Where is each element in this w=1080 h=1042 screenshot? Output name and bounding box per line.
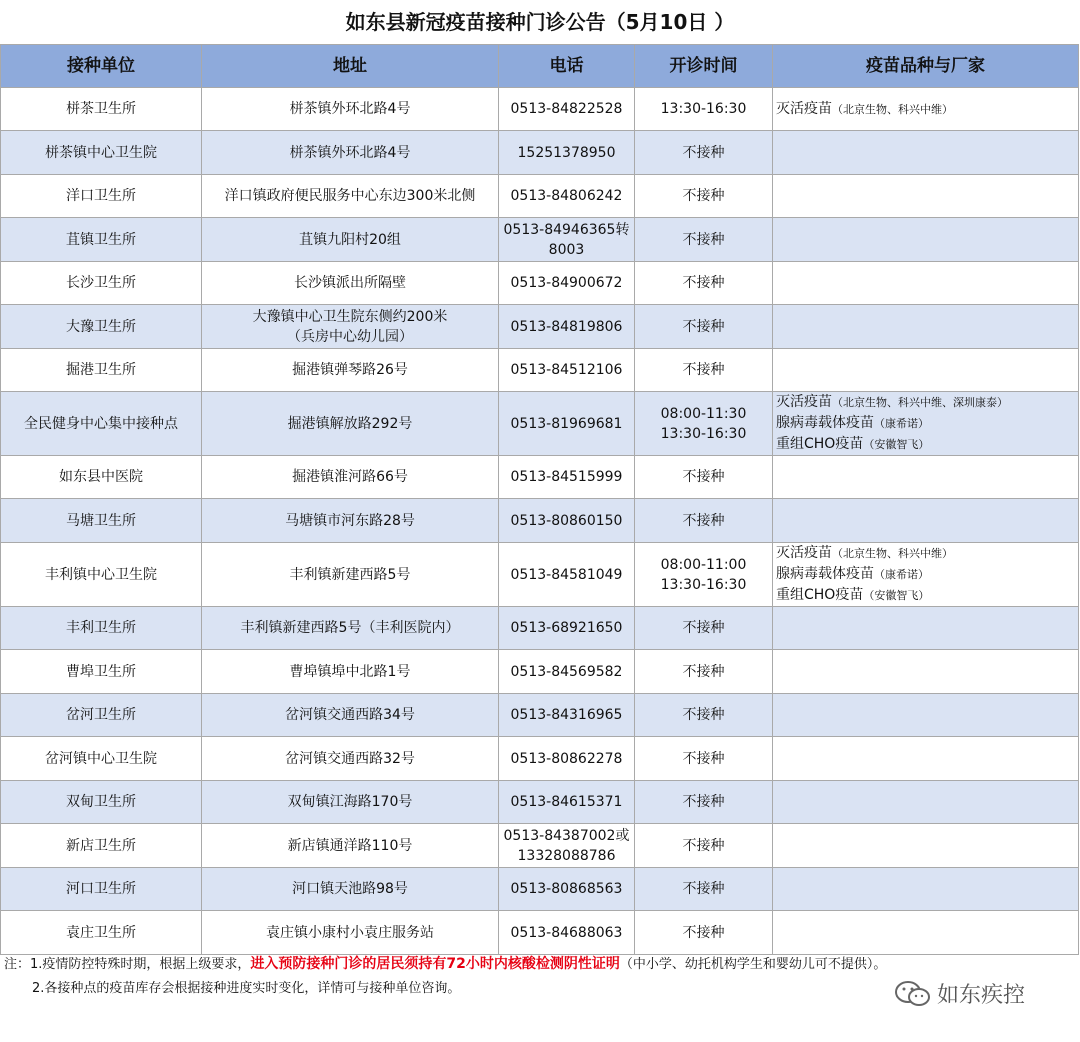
phone-cell xyxy=(499,456,635,499)
vaccine-maker: （北京生物、科兴中维） xyxy=(832,547,953,560)
vaccine-line xyxy=(776,413,1076,434)
phone-line: 0513-81969681 xyxy=(510,415,623,432)
table-row xyxy=(1,868,1079,911)
address-line: 丰利镇新建西路5号（丰利医院内） xyxy=(240,620,460,636)
vaccine-cell xyxy=(773,737,1079,781)
table-row xyxy=(1,262,1079,305)
phone-line: 0513-84822528 xyxy=(510,101,623,117)
vaccine-cell xyxy=(773,650,1079,694)
address-line: 袁庄镇小康村小袁庄服务站 xyxy=(266,924,434,941)
phone-cell xyxy=(499,392,635,456)
phone-line: 0513-84387002或 xyxy=(503,827,630,844)
vaccine-name: 灭活疫苗 xyxy=(776,545,832,561)
hours-line: 13:30-16:30 xyxy=(660,576,747,593)
address-cell xyxy=(202,499,499,543)
phone-line: 0513-84946365转 xyxy=(503,221,630,238)
hours-line: 不接种 xyxy=(682,620,725,636)
address-line: 苴镇九阳村20组 xyxy=(299,231,401,248)
unit-cell: 曹埠卫生所 xyxy=(1,650,202,694)
header-address: 地址 xyxy=(202,45,499,88)
vaccine-cell xyxy=(773,262,1079,305)
vaccine-maker: （北京生物、科兴中维、深圳康泰） xyxy=(832,396,1008,409)
address-line: 掘港镇解放路292号 xyxy=(287,415,413,432)
vaccine-maker: （安徽智飞） xyxy=(863,589,930,602)
table-row xyxy=(1,824,1079,868)
unit-cell: 袁庄卫生所 xyxy=(1,911,202,955)
address-cell xyxy=(202,543,499,607)
address-line: 大豫镇中心卫生院东侧约200米 xyxy=(252,308,448,325)
hours-line: 08:00-11:30 xyxy=(660,405,747,422)
vaccine-name: 腺病毒载体疫苗 xyxy=(776,415,874,431)
header-unit: 接种单位 xyxy=(1,45,202,88)
unit-cell: 如东县中医院 xyxy=(1,456,202,499)
phone-cell xyxy=(499,88,635,131)
vaccine-cell xyxy=(773,349,1079,392)
address-line: 栟茶镇外环北路4号 xyxy=(289,101,411,117)
table-row xyxy=(1,737,1079,781)
unit-cell: 丰利卫生所 xyxy=(1,607,202,650)
hours-cell xyxy=(635,868,773,911)
phone-line: 0513-80868563 xyxy=(510,881,623,897)
phone-cell xyxy=(499,824,635,868)
address-cell xyxy=(202,824,499,868)
vaccine-cell xyxy=(773,607,1079,650)
address-cell xyxy=(202,911,499,955)
vaccine-cell xyxy=(773,543,1079,607)
vaccine-line xyxy=(776,392,1076,413)
address-line: 双甸镇江海路170号 xyxy=(287,794,413,810)
hours-line: 08:00-11:00 xyxy=(660,556,747,573)
address-cell xyxy=(202,175,499,218)
vaccine-cell xyxy=(773,694,1079,737)
vaccine-cell xyxy=(773,175,1079,218)
hours-line: 不接种 xyxy=(682,144,725,161)
unit-cell: 岔河镇中心卫生院 xyxy=(1,737,202,781)
address-cell xyxy=(202,868,499,911)
unit-cell: 栟茶镇中心卫生院 xyxy=(1,131,202,175)
table-row xyxy=(1,349,1079,392)
unit-cell: 洋口卫生所 xyxy=(1,175,202,218)
hours-cell xyxy=(635,349,773,392)
hours-line: 不接种 xyxy=(682,663,725,680)
unit-cell: 掘港卫生所 xyxy=(1,349,202,392)
hours-line: 不接种 xyxy=(682,469,725,485)
hours-line: 不接种 xyxy=(682,794,725,810)
address-line: 岔河镇交通西路32号 xyxy=(285,750,415,767)
vaccine-cell xyxy=(773,868,1079,911)
hours-cell xyxy=(635,392,773,456)
phone-line: 0513-68921650 xyxy=(510,620,623,636)
hours-line: 不接种 xyxy=(682,707,725,723)
phone-cell xyxy=(499,607,635,650)
table-row xyxy=(1,607,1079,650)
hours-cell xyxy=(635,218,773,262)
hours-line: 不接种 xyxy=(682,231,725,248)
hours-cell xyxy=(635,824,773,868)
note-line-1 xyxy=(4,952,1080,977)
hours-line: 不接种 xyxy=(682,318,725,335)
note-suffix: （中小学、幼托机构学生和婴幼儿可不提供）。 xyxy=(619,957,887,972)
vaccine-name: 重组CHO疫苗 xyxy=(776,587,864,603)
vaccine-cell xyxy=(773,911,1079,955)
phone-cell xyxy=(499,131,635,175)
table-row xyxy=(1,305,1079,349)
note-line-2: 2.各接种点的疫苗库存会根据接种进度实时变化，详情可与接种单位咨询。 xyxy=(32,981,461,996)
phone-line: 0513-84688063 xyxy=(510,924,623,941)
header-phone: 电话 xyxy=(499,45,635,88)
header-hours: 开诊时间 xyxy=(635,45,773,88)
address-line: 掘港镇淮河路66号 xyxy=(292,469,408,485)
table-row xyxy=(1,543,1079,607)
vaccine-cell xyxy=(773,456,1079,499)
hours-line: 不接种 xyxy=(682,837,725,854)
address-line: （兵房中心幼儿园） xyxy=(287,328,413,345)
vaccine-cell xyxy=(773,88,1079,131)
hours-cell xyxy=(635,262,773,305)
phone-line: 0513-84512106 xyxy=(510,362,623,378)
address-line: 掘港镇弹琴路26号 xyxy=(292,362,408,378)
table-row xyxy=(1,499,1079,543)
vaccine-maker: （康希诺） xyxy=(874,568,929,581)
address-cell xyxy=(202,607,499,650)
address-cell xyxy=(202,218,499,262)
phone-cell xyxy=(499,305,635,349)
hours-cell xyxy=(635,607,773,650)
phone-cell xyxy=(499,650,635,694)
vaccine-line xyxy=(776,434,1076,455)
hours-cell xyxy=(635,456,773,499)
vaccination-schedule-table xyxy=(0,44,1079,955)
phone-cell xyxy=(499,175,635,218)
vaccine-cell xyxy=(773,824,1079,868)
vaccine-name: 灭活疫苗 xyxy=(776,394,832,410)
hours-cell xyxy=(635,175,773,218)
table-row xyxy=(1,88,1079,131)
phone-line: 0513-84819806 xyxy=(510,318,623,335)
hours-cell xyxy=(635,781,773,824)
address-cell xyxy=(202,781,499,824)
table-row xyxy=(1,781,1079,824)
phone-line: 0513-84316965 xyxy=(510,707,623,723)
address-cell xyxy=(202,737,499,781)
vaccine-cell xyxy=(773,305,1079,349)
unit-cell: 岔河卫生所 xyxy=(1,694,202,737)
address-line: 曹埠镇埠中北路1号 xyxy=(289,663,411,680)
vaccine-cell xyxy=(773,781,1079,824)
table-row xyxy=(1,218,1079,262)
phone-line: 13328088786 xyxy=(517,847,616,864)
address-cell xyxy=(202,349,499,392)
vaccine-line xyxy=(776,564,1076,585)
header-vaccines: 疫苗品种与厂家 xyxy=(773,45,1079,88)
address-cell xyxy=(202,392,499,456)
vaccine-name: 重组CHO疫苗 xyxy=(776,436,864,452)
hours-line: 不接种 xyxy=(682,512,725,529)
phone-cell xyxy=(499,218,635,262)
unit-cell: 苴镇卫生所 xyxy=(1,218,202,262)
phone-cell xyxy=(499,349,635,392)
address-cell xyxy=(202,131,499,175)
vaccine-name: 腺病毒载体疫苗 xyxy=(776,566,874,582)
table-row xyxy=(1,694,1079,737)
hours-cell xyxy=(635,543,773,607)
table-row xyxy=(1,456,1079,499)
hours-line: 13:30-16:30 xyxy=(660,425,747,442)
table-row xyxy=(1,650,1079,694)
address-line: 河口镇天池路98号 xyxy=(292,881,408,897)
phone-line: 0513-84900672 xyxy=(510,275,623,291)
vaccine-maker: （北京生物、科兴中维） xyxy=(832,102,953,116)
phone-cell xyxy=(499,781,635,824)
unit-cell: 双甸卫生所 xyxy=(1,781,202,824)
table-row xyxy=(1,131,1079,175)
vaccine-cell xyxy=(773,131,1079,175)
table-row xyxy=(1,392,1079,456)
note-prefix: 注：1.疫情防控特殊时期，根据上级要求， xyxy=(4,957,251,972)
phone-cell xyxy=(499,694,635,737)
page-title: 如东县新冠疫苗接种门诊公告（5月10日 ） xyxy=(345,10,735,34)
hours-line: 不接种 xyxy=(682,881,725,897)
vaccine-line xyxy=(776,585,1076,606)
hours-cell xyxy=(635,305,773,349)
table-row xyxy=(1,175,1079,218)
unit-cell: 全民健身中心集中接种点 xyxy=(1,392,202,456)
unit-cell: 河口卫生所 xyxy=(1,868,202,911)
vaccine-cell xyxy=(773,499,1079,543)
table-header-row xyxy=(1,45,1079,88)
address-line: 栟茶镇外环北路4号 xyxy=(289,144,411,161)
unit-cell: 栟茶卫生所 xyxy=(1,88,202,131)
hours-line: 不接种 xyxy=(682,188,725,204)
phone-cell xyxy=(499,868,635,911)
phone-cell xyxy=(499,499,635,543)
wechat-icon xyxy=(893,979,933,1009)
address-cell xyxy=(202,650,499,694)
unit-cell: 新店卫生所 xyxy=(1,824,202,868)
hours-cell xyxy=(635,499,773,543)
phone-line: 15251378950 xyxy=(517,144,616,161)
vaccine-maker: （康希诺） xyxy=(874,417,929,430)
phone-line: 8003 xyxy=(548,241,585,258)
phone-cell xyxy=(499,911,635,955)
hours-cell xyxy=(635,737,773,781)
phone-line: 0513-84569582 xyxy=(510,663,623,680)
hours-cell xyxy=(635,131,773,175)
address-cell xyxy=(202,456,499,499)
vaccine-name: 灭活疫苗 xyxy=(776,100,832,117)
note-highlight: 进入预防接种门诊的居民须持有72小时内核酸检测阴性证明 xyxy=(250,956,620,972)
vaccine-cell xyxy=(773,392,1079,456)
unit-cell: 大豫卫生所 xyxy=(1,305,202,349)
hours-cell xyxy=(635,694,773,737)
address-line: 马塘镇市河东路28号 xyxy=(285,512,415,529)
vaccine-line xyxy=(776,99,1076,120)
table-row xyxy=(1,911,1079,955)
hours-line: 不接种 xyxy=(682,275,725,291)
vaccine-cell xyxy=(773,218,1079,262)
phone-line: 0513-80862278 xyxy=(510,750,623,767)
unit-cell: 马塘卫生所 xyxy=(1,499,202,543)
watermark-text: 如东疾控 xyxy=(937,983,1026,1008)
vaccine-maker: （安徽智飞） xyxy=(863,438,930,451)
hours-line: 13:30-16:30 xyxy=(660,101,747,117)
address-cell xyxy=(202,694,499,737)
hours-cell xyxy=(635,650,773,694)
phone-cell xyxy=(499,543,635,607)
vaccine-line xyxy=(776,543,1076,564)
phone-cell xyxy=(499,262,635,305)
unit-cell: 长沙卫生所 xyxy=(1,262,202,305)
hours-cell xyxy=(635,911,773,955)
hours-line: 不接种 xyxy=(682,924,725,941)
address-cell xyxy=(202,88,499,131)
hours-cell xyxy=(635,88,773,131)
hours-line: 不接种 xyxy=(682,362,725,378)
phone-line: 0513-84615371 xyxy=(510,794,623,810)
address-line: 丰利镇新建西路5号 xyxy=(289,566,411,583)
address-line: 洋口镇政府便民服务中心东边300米北侧 xyxy=(224,188,476,204)
table-body xyxy=(1,88,1079,955)
watermark xyxy=(893,978,1025,1009)
address-line: 岔河镇交通西路34号 xyxy=(285,707,415,723)
hours-line: 不接种 xyxy=(682,750,725,767)
phone-line: 0513-84581049 xyxy=(510,566,623,583)
unit-cell: 丰利镇中心卫生院 xyxy=(1,543,202,607)
address-line: 长沙镇派出所隔壁 xyxy=(294,275,406,291)
phone-cell xyxy=(499,737,635,781)
phone-line: 0513-84806242 xyxy=(510,188,623,204)
phone-line: 0513-84515999 xyxy=(510,469,623,485)
address-cell xyxy=(202,262,499,305)
phone-line: 0513-80860150 xyxy=(510,512,623,529)
address-cell xyxy=(202,305,499,349)
address-line: 新店镇通洋路110号 xyxy=(287,837,413,854)
